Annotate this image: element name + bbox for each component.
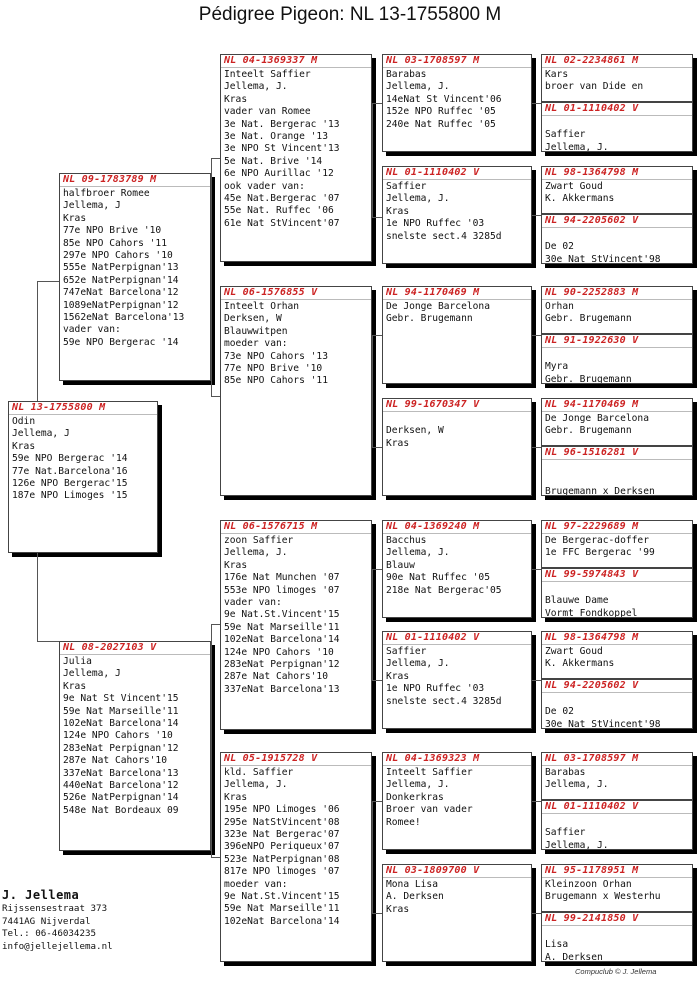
pigeon-detail-line: Derksen, W — [224, 313, 282, 325]
pigeon-detail-line: Saffier — [545, 129, 586, 141]
ring-number: NL 94-2205602 V — [542, 215, 692, 228]
pigeon-detail-line: K. Akkermans — [545, 193, 615, 205]
pigeon-detail-line: Inteelt Saffier — [224, 69, 311, 80]
pigeon-detail-line: 297e NPO Cahors '10 — [63, 250, 173, 262]
pigeon-card — [541, 398, 693, 446]
pigeon-detail-line: 77e NPO Brive '10 — [224, 363, 323, 375]
pigeon-detail-line: Donkerkras — [386, 791, 444, 803]
ring-number: NL 03-1809700 V — [383, 865, 531, 878]
pigeon-detail-line: 187e NPO Limoges '15 — [12, 490, 128, 502]
pigeon-detail-line: 287e Nat Cahors'10 — [224, 671, 328, 683]
pigeon-detail-line: 102eNat Barcelona'14 — [63, 718, 179, 730]
pigeon-detail-line: Jellema, J. — [545, 779, 609, 791]
pigeon-details — [221, 766, 371, 929]
pigeon-detail-line: Jellema, J. — [386, 779, 450, 791]
connector-line — [532, 680, 541, 681]
connector-line — [532, 913, 541, 914]
pigeon-detail-line: Jellema, J. — [545, 839, 609, 850]
ring-number: NL 94-1170469 M — [383, 287, 531, 300]
pigeon-detail-line: 152e NPO Ruffec '05 — [386, 106, 496, 118]
pigeon-details — [383, 645, 531, 709]
pigeon-detail-line: Gebr. Brugemann — [545, 313, 632, 325]
connector-line — [372, 913, 382, 914]
pigeon-detail-line: 523e NatPerpignan'08 — [224, 853, 340, 865]
pigeon-card — [541, 679, 693, 729]
credit: Compuclub © J. Jellema — [575, 967, 657, 976]
pigeon-detail-line: Inteelt Orhan — [224, 301, 300, 312]
connector-line — [532, 215, 541, 216]
pigeon-detail-line: Odin — [12, 416, 36, 427]
pigeon-detail-line: 240e Nat Ruffec '05 — [386, 118, 496, 130]
ring-number: NL 04-1369323 M — [383, 753, 531, 766]
owner-email: info@jellejellema.nl — [2, 940, 113, 952]
pigeon-detail-line: Blauwwitpen — [224, 325, 288, 337]
ring-number: NL 06-1576715 M — [221, 521, 371, 534]
pigeon-detail-line: 526e NatPerpignan'14 — [63, 792, 179, 804]
pigeon-detail-line: 102eNat Barcelona'14 — [224, 915, 340, 927]
pigeon-details — [542, 582, 692, 618]
pigeon-detail-line: 124e NPO Cahors '10 — [63, 730, 173, 742]
connector-line — [372, 801, 382, 802]
pigeon-detail-line: 30e Nat StVincent'98 — [545, 253, 661, 264]
pigeon-card — [541, 286, 693, 334]
pigeon-card — [220, 54, 372, 262]
connector-line — [372, 569, 373, 680]
pigeon-detail-line: Jellema, J. — [224, 81, 288, 93]
pigeon-detail-line: 55e Nat. Ruffec '06 — [224, 205, 334, 217]
pigeon-detail-line: Mona Lisa — [386, 879, 438, 890]
pigeon-detail-line: 59e Nat Marseille'11 — [224, 903, 340, 915]
pigeon-detail-line: 652e NatPerpignan'14 — [63, 274, 179, 286]
ring-number: NL 04-1369337 M — [221, 55, 371, 68]
pigeon-detail-line: 218e Nat Bergerac'05 — [386, 584, 502, 596]
pigeon-detail-line: Zwart Goud — [545, 181, 603, 192]
page-title: Pédigree Pigeon: NL 13-1755800 M — [198, 4, 502, 25]
pigeon-detail-line: 3e Nat. Orange '13 — [224, 131, 328, 143]
pigeon-detail-line: Kras — [224, 791, 248, 803]
pigeon-detail-line: 555e NatPerpignan'13 — [63, 262, 179, 274]
pigeon-details — [383, 68, 531, 132]
pigeon-detail-line: 61e Nat StVincent'07 — [224, 217, 340, 229]
pigeon-detail-line: Jellema, J — [63, 668, 121, 680]
pigeon-detail-line: 1562eNat Barcelona'13 — [63, 312, 185, 324]
pigeon-detail-line: K. Akkermans — [545, 658, 615, 670]
connector-line — [37, 641, 59, 642]
pigeon-details — [542, 228, 692, 264]
pigeon-details — [60, 187, 210, 350]
pigeon-card — [220, 752, 372, 962]
pigeon-card — [541, 102, 693, 152]
pigeon-detail-line: Gebr. Brugemann — [545, 373, 632, 384]
pigeon-detail-line: Jellema, J. — [386, 547, 450, 559]
connector-line — [211, 857, 220, 858]
pigeon-detail-line: Jellema, J. — [545, 141, 609, 152]
pigeon-detail-line: snelste sect.4 3285d — [386, 230, 502, 242]
pigeon-detail-line: moeder van: — [224, 338, 288, 350]
pigeon-detail-line: 3e NPO St Vincent'13 — [224, 143, 340, 155]
ring-number: NL 01-1110402 V — [383, 632, 531, 645]
pigeon-details — [542, 534, 692, 561]
pigeon-card — [382, 286, 532, 384]
pigeon-detail-line: 1089eNatPerpignan'12 — [63, 299, 179, 311]
pigeon-detail-line: 30e Nat StVincent'98 — [545, 718, 661, 729]
pigeon-details — [383, 878, 531, 917]
pigeon-detail-line: 323e Nat Bergerac'07 — [224, 829, 340, 841]
connector-line — [37, 281, 59, 282]
pigeon-detail-line: Kras — [386, 903, 410, 915]
pigeon-details — [542, 300, 692, 327]
ring-number: NL 95-1178951 M — [542, 865, 692, 878]
pigeon-detail-line: 85e NPO Cahors '11 — [63, 237, 167, 249]
pigeon-card — [59, 641, 211, 851]
pigeon-detail-line: Blauw — [386, 559, 415, 571]
pigeon-detail-line: De Jonge Barcelona — [545, 413, 649, 424]
pigeon-detail-line: De Jonge Barcelona — [386, 301, 490, 312]
ring-number: NL 96-1516281 V — [542, 447, 692, 460]
pigeon-detail-line: ook vader van: — [224, 180, 305, 192]
pigeon-detail-line: 747eNat Barcelona'12 — [63, 287, 179, 299]
pigeon-details — [221, 300, 371, 389]
pigeon-detail-line: Jellema, J — [63, 200, 121, 212]
pigeon-detail-line: 176e Nat Munchen '07 — [224, 572, 340, 584]
pigeon-detail-line: zoon Saffier — [224, 535, 294, 546]
pigeon-detail-line: 5e Nat. Brive '14 — [224, 155, 323, 167]
pigeon-detail-line: A. Derksen — [386, 891, 444, 903]
ring-number: NL 01-1110402 V — [383, 167, 531, 180]
pigeon-card — [541, 54, 693, 102]
connector-line — [211, 158, 220, 159]
pigeon-card — [59, 173, 211, 381]
connector-line — [211, 624, 220, 625]
pigeon-details — [383, 412, 531, 451]
connector-line — [532, 447, 541, 448]
pigeon-detail-line: 77e NPO Brive '10 — [63, 225, 162, 237]
connector-line — [372, 801, 373, 913]
pigeon-card — [541, 568, 693, 618]
pigeon-detail-line: Myra — [545, 361, 569, 373]
connector-line — [532, 335, 541, 336]
pigeon-detail-line: snelste sect.4 3285d — [386, 695, 502, 707]
pigeon-detail-line: 337eNat Barcelona'13 — [224, 683, 340, 695]
ring-number: NL 98-1364798 M — [542, 632, 692, 645]
ring-number: NL 99-1670347 V — [383, 399, 531, 412]
ring-number: NL 99-5974843 V — [542, 569, 692, 582]
connector-line — [37, 281, 38, 401]
pigeon-detail-line: 59e NPO Bergerac '14 — [12, 453, 128, 465]
ring-number: NL 03-1708597 M — [383, 55, 531, 68]
pigeon-detail-line: 73e NPO Cahors '13 — [224, 350, 328, 362]
pigeon-details — [542, 693, 692, 729]
pigeon-detail-line: vader van Romee — [224, 106, 311, 118]
owner-name: J. Jellema — [2, 888, 80, 902]
pigeon-detail-line: 9e Nat.St.Vincent'15 — [224, 891, 340, 903]
pigeon-details — [383, 766, 531, 830]
pigeon-detail-line: 6e NPO Aurillac '12 — [224, 168, 334, 180]
pigeon-card — [541, 800, 693, 850]
pigeon-details — [383, 534, 531, 598]
pigeon-detail-line: Jellema, J. — [224, 547, 288, 559]
pigeon-detail-line: vader van: — [63, 324, 121, 336]
pigeon-detail-line: Jellema, J. — [224, 779, 288, 791]
pigeon-detail-line: 195e NPO Limoges '06 — [224, 804, 340, 816]
pigeon-card — [220, 286, 372, 496]
pigeon-detail-line: Kras — [386, 670, 410, 682]
connector-line — [37, 553, 38, 641]
pigeon-detail-line: Romee! — [386, 816, 421, 828]
pigeon-card — [541, 334, 693, 384]
ring-number: NL 94-1170469 M — [542, 399, 692, 412]
pigeon-detail-line: Kras — [63, 680, 87, 692]
connector-line — [372, 217, 382, 218]
ring-number: NL 13-1755800 M — [9, 402, 157, 415]
pigeon-details — [542, 68, 692, 95]
pigeon-detail-line: Lisa — [545, 939, 569, 951]
ring-number: NL 09-1783789 M — [60, 174, 210, 187]
ring-number: NL 01-1110402 V — [542, 103, 692, 116]
pigeon-details — [542, 766, 692, 793]
pigeon-detail-line: halfbroer Romee — [63, 188, 150, 199]
pigeon-detail-line: 77e Nat.Barcelona'16 — [12, 465, 128, 477]
pigeon-detail-line: Jellema, J. — [386, 193, 450, 205]
pigeon-card — [382, 631, 532, 729]
pigeon-detail-line: 283eNat Perpignan'12 — [63, 742, 179, 754]
pigeon-detail-line: 283eNat Perpignan'12 — [224, 659, 340, 671]
pigeon-detail-line: Jellema, J — [12, 428, 70, 440]
connector-line — [532, 569, 541, 570]
pigeon-detail-line: Inteelt Saffier — [386, 767, 473, 778]
pigeon-detail-line: 553e NPO limoges '07 — [224, 584, 340, 596]
owner-phone: Tel.: 06-46034235 — [2, 928, 97, 940]
pigeon-detail-line: Zwart Goud — [545, 646, 603, 657]
pigeon-card — [541, 631, 693, 679]
ring-number: NL 08-2027103 V — [60, 642, 210, 655]
pigeon-detail-line: Kleinzoon Orhan — [545, 879, 632, 890]
pigeon-detail-line: 1e NPO Ruffec '03 — [386, 218, 485, 230]
ring-number: NL 97-2229689 M — [542, 521, 692, 534]
connector-line — [532, 801, 541, 802]
ring-number: NL 98-1364798 M — [542, 167, 692, 180]
pigeon-detail-line: 1e FFC Bergerac '99 — [545, 547, 655, 559]
pigeon-detail-line: 9e Nat St Vincent'15 — [63, 693, 179, 705]
pigeon-detail-line: Brugemann x Derksen — [545, 485, 655, 496]
pigeon-detail-line: vader van: — [224, 597, 282, 609]
pigeon-detail-line: 1e NPO Ruffec '03 — [386, 683, 485, 695]
pigeon-card — [382, 520, 532, 618]
pigeon-detail-line: 440eNat Barcelona'12 — [63, 780, 179, 792]
pigeon-detail-line: Jellema, J. — [386, 81, 450, 93]
pigeon-details — [221, 534, 371, 697]
ring-number: NL 03-1708597 M — [542, 753, 692, 766]
pigeon-detail-line: 126e NPO Bergerac'15 — [12, 478, 128, 490]
pigeon-card — [541, 214, 693, 264]
pigeon-card — [541, 446, 693, 496]
pigeon-detail-line: Gebr. Brugemann — [545, 425, 632, 437]
pigeon-detail-line: 337eNat Barcelona'13 — [63, 767, 179, 779]
pigeon-detail-line: Vormt Fondkoppel — [545, 607, 638, 618]
pigeon-detail-line: Kras — [386, 437, 410, 449]
pigeon-details — [221, 68, 371, 231]
pigeon-detail-line: Julia — [63, 656, 92, 667]
connector-line — [372, 447, 382, 448]
ring-number: NL 91-1922630 V — [542, 335, 692, 348]
pigeon-details — [542, 180, 692, 207]
ring-number: NL 94-2205602 V — [542, 680, 692, 693]
pigeon-detail-line: 45e Nat.Bergerac '07 — [224, 193, 340, 205]
pigeon-detail-line: moeder van: — [224, 878, 288, 890]
pigeon-details — [542, 348, 692, 384]
connector-line — [532, 103, 541, 104]
ring-number: NL 04-1369240 M — [383, 521, 531, 534]
owner-city: 7441AG Nijverdal — [2, 915, 91, 927]
pigeon-detail-line: Broer van vader — [386, 804, 473, 816]
pigeon-card — [220, 520, 372, 730]
connector-line — [372, 335, 382, 336]
ring-number: NL 99-2141850 V — [542, 913, 692, 926]
pigeon-detail-line: 124e NPO Cahors '10 — [224, 646, 334, 658]
pigeon-details — [60, 655, 210, 818]
pigeon-card — [382, 398, 532, 496]
pigeon-detail-line: Saffier — [545, 827, 586, 839]
ring-number: NL 02-2234861 M — [542, 55, 692, 68]
ring-number: NL 05-1915728 V — [221, 753, 371, 766]
pigeon-detail-line: Brugemann x Westerhu — [545, 891, 661, 903]
pigeon-detail-line: Bacchus — [386, 535, 427, 546]
pigeon-details — [542, 412, 692, 439]
pigeon-detail-line: 85e NPO Cahors '11 — [224, 375, 328, 387]
pigeon-detail-line: A. Derksen — [545, 951, 603, 962]
pigeon-detail-line: 287e Nat Cahors'10 — [63, 755, 167, 767]
connector-line — [211, 624, 212, 857]
pigeon-detail-line: Barabas — [545, 767, 586, 778]
pigeon-detail-line: 3e Nat. Bergerac '13 — [224, 118, 340, 130]
connector-line — [211, 396, 220, 397]
pigeon-card — [541, 752, 693, 800]
pigeon-detail-line: Derksen, W — [386, 425, 444, 437]
pigeon-detail-line: Saffier — [386, 646, 427, 657]
pigeon-card — [541, 912, 693, 962]
pigeon-detail-line: 9e Nat.St.Vincent'15 — [224, 609, 340, 621]
pigeon-details — [9, 415, 157, 504]
pigeon-detail-line: broer van Dide en — [545, 81, 644, 93]
pigeon-details — [542, 460, 692, 496]
pigeon-details — [542, 878, 692, 905]
pigeon-card — [382, 166, 532, 264]
pigeon-detail-line: Kras — [63, 212, 87, 224]
pigeon-detail-line: 90e Nat Ruffec '05 — [386, 572, 490, 584]
pigeon-detail-line: Blauwe Dame — [545, 595, 609, 607]
pigeon-detail-line: Saffier — [386, 181, 427, 192]
pigeon-detail-line: Kras — [386, 205, 410, 217]
pigeon-detail-line: Jellema, J. — [386, 658, 450, 670]
pigeon-detail-line: 14eNat St Vincent'06 — [386, 93, 502, 105]
pigeon-details — [383, 300, 531, 327]
pigeon-detail-line: 59e NPO Bergerac '14 — [63, 336, 179, 348]
pigeon-card — [382, 752, 532, 850]
connector-line — [372, 335, 373, 447]
pigeon-detail-line: 548e Nat Bordeaux 09 — [63, 804, 179, 816]
ring-number: NL 06-1576855 V — [221, 287, 371, 300]
pigeon-detail-line: Kars — [545, 69, 569, 80]
connector-line — [372, 680, 382, 681]
pigeon-detail-line: Barabas — [386, 69, 427, 80]
pigeon-card — [382, 54, 532, 152]
pigeon-details — [383, 180, 531, 244]
pigeon-detail-line: Orhan — [545, 301, 574, 312]
ring-number: NL 90-2252883 M — [542, 287, 692, 300]
owner-info — [2, 888, 113, 953]
pigeon-detail-line: Kras — [12, 440, 36, 452]
pigeon-detail-line: De 02 — [545, 241, 574, 253]
pigeon-detail-line: 59e Nat Marseille'11 — [63, 705, 179, 717]
pigeon-detail-line: 59e Nat Marseille'11 — [224, 621, 340, 633]
pigeon-detail-line: 102eNat Barcelona'14 — [224, 634, 340, 646]
ring-number: NL 01-1110402 V — [542, 801, 692, 814]
pigeon-detail-line: Gebr. Brugemann — [386, 313, 473, 325]
pigeon-detail-line: 817e NPO limoges '07 — [224, 866, 340, 878]
pigeon-detail-line: De 02 — [545, 706, 574, 718]
connector-line — [372, 103, 382, 104]
pigeon-card — [8, 401, 158, 553]
pigeon-detail-line: Kras — [224, 93, 248, 105]
pigeon-detail-line: kld. Saffier — [224, 767, 294, 778]
owner-address: Rijssensestraat 373 — [2, 903, 108, 914]
pigeon-detail-line: Kras — [224, 559, 248, 571]
pigeon-card — [541, 864, 693, 912]
pigeon-card — [541, 166, 693, 214]
connector-line — [372, 103, 373, 217]
pigeon-details — [542, 116, 692, 152]
pigeon-details — [542, 645, 692, 672]
pigeon-detail-line: 396eNPO Periqueux'07 — [224, 841, 340, 853]
pigeon-details — [542, 814, 692, 850]
pigeon-detail-line: 295e NatStVincent'08 — [224, 816, 340, 828]
pigeon-card — [382, 864, 532, 962]
pigeon-card — [541, 520, 693, 568]
connector-line — [211, 158, 212, 396]
connector-line — [372, 569, 382, 570]
pigeon-detail-line: De Bergerac-doffer — [545, 535, 649, 546]
pigeon-details — [542, 926, 692, 962]
